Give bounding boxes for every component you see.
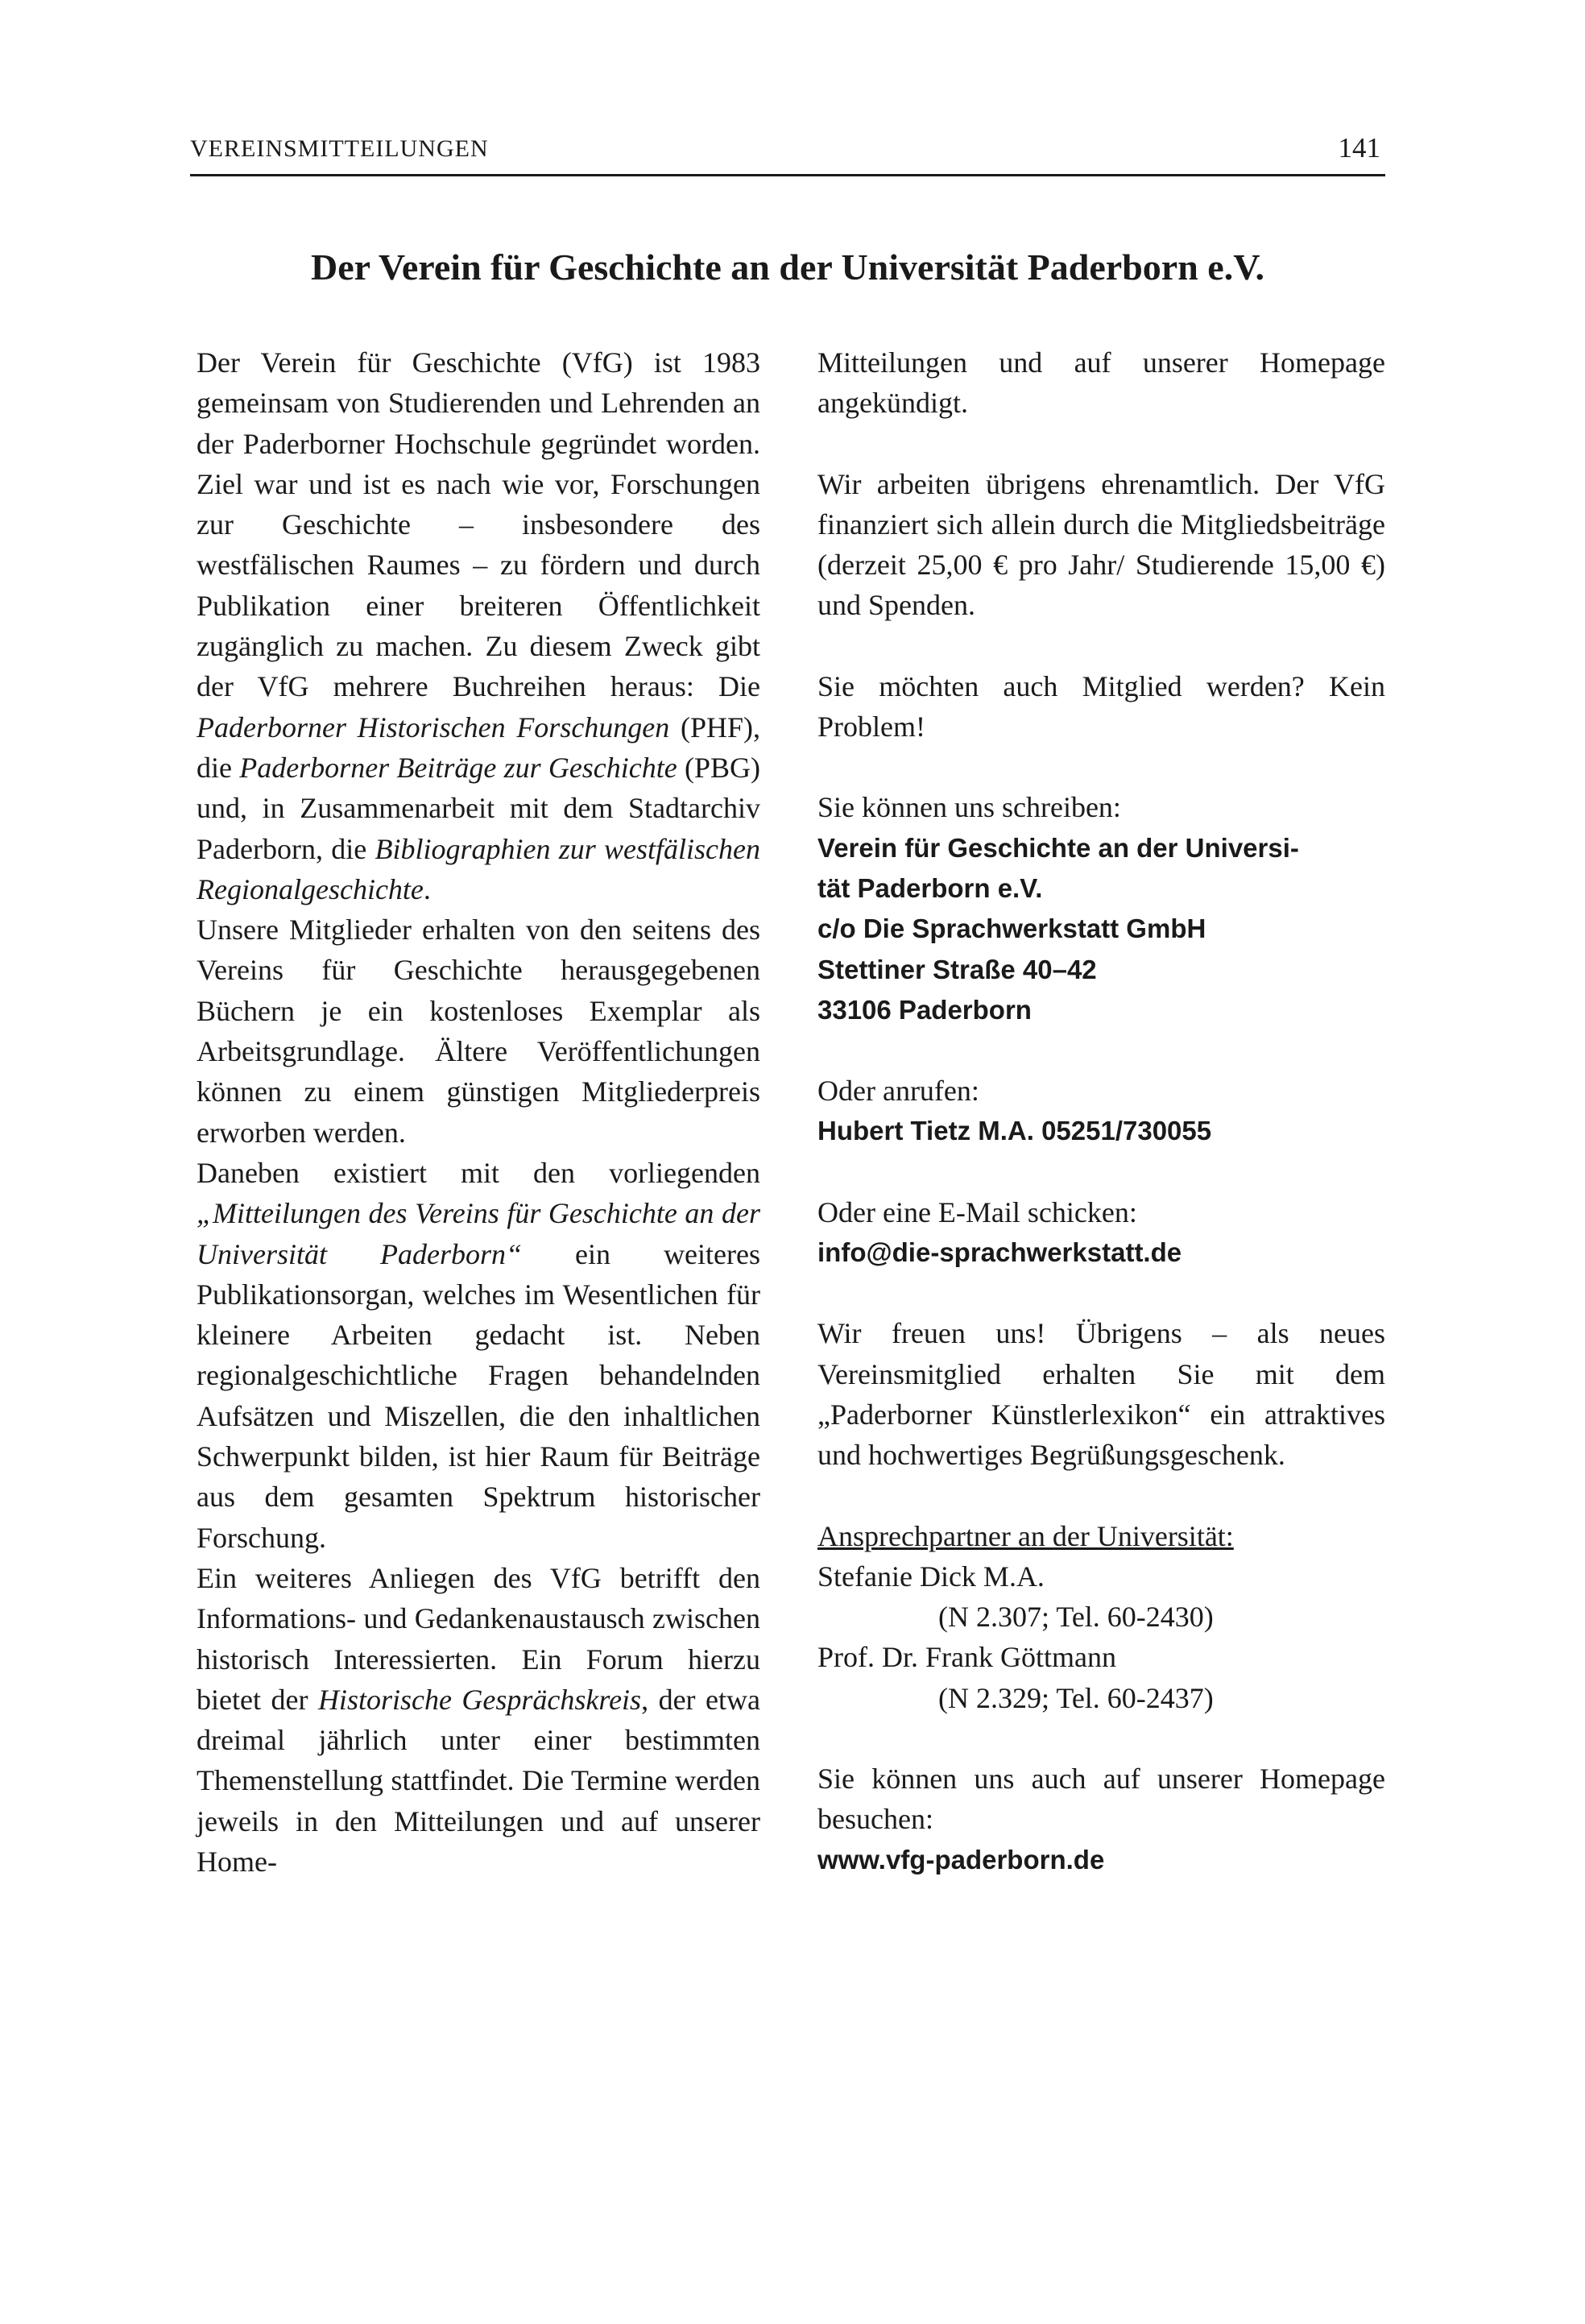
- address-block: [817, 828, 1385, 1030]
- text-run: (PHF), die: [197, 710, 760, 784]
- contact-name: Stefanie Dick M.A.: [817, 1560, 1045, 1593]
- paragraph-welcome: Wir freuen uns! Übrigens – als neues Vereinsmitglied erhalten Sie mit dem „Paderborner Künstlerlexikon“ ein attraktives und hochwertiges Begrüßungsgeschenk.: [817, 1317, 1385, 1472]
- series-title-bibliographien: Bibliographien zur westfälischen Regionalgeschichte: [197, 832, 761, 905]
- page-number: 141: [1338, 132, 1380, 164]
- forum-title: Historische Gesprächskreis: [317, 1683, 642, 1716]
- paragraph-join: Sie möchten auch Mitglied werden? Kein Problem!: [817, 669, 1385, 744]
- address-line: c/o Die Sprachwerkstatt GmbH: [817, 913, 1206, 944]
- left-column: [197, 342, 760, 1882]
- phone-number: Hubert Tietz M.A. 05251/730055: [817, 1116, 1212, 1146]
- contact-detail: (N 2.307; Tel. 60-2430): [938, 1601, 1214, 1634]
- call-intro: Oder anrufen:: [817, 1075, 979, 1108]
- address-line: Stettiner Straße 40–42: [817, 954, 1097, 984]
- text-run: Der Verein für Geschichte (VfG) ist 1983 gemeinsam von Studierenden und Lehrenden an der Paderborner Hochschule gegründet worden. Ziel war und ist es nach wie vor, Forschungen zur Geschichte – insbesondere des westfälischen Raumes – zu fördern und durch Publikation einer breiteren Öffentlichkeit zugänglich zu machen. Zu diesem Zweck gibt der VfG mehrere Buchreihen heraus: Die: [197, 346, 760, 703]
- text-run: .: [423, 872, 431, 905]
- paragraph-intro: [197, 342, 760, 909]
- series-title-pbg: Paderborner Beiträge zur Geschichte: [239, 751, 677, 784]
- email-intro: Oder eine E-Mail schicken:: [817, 1195, 1137, 1228]
- email-address[interactable]: info@die-sprachwerkstatt.de: [817, 1237, 1182, 1268]
- paragraph-members: Unsere Mitglieder erhalten von den seitens des Vereins für Geschichte herausgegebenen Büchern je ein kostenloses Exemplar als Arbeitsgrundlage. Ältere Veröffentlichungen können zu einem günstigen Mitgliederpreis erworben werden.: [197, 913, 760, 1149]
- paragraph-continuation: Mitteilungen und auf unserer Homepage angekündigt.: [817, 346, 1385, 420]
- address-line: Verein für Geschichte an der Universi-: [817, 832, 1299, 863]
- series-title-phf: Paderborner Historischen Forschungen: [197, 710, 670, 744]
- paragraph-web: Sie können uns auch auf unserer Homepage besuchen:: [817, 1763, 1385, 1836]
- running-header: [190, 129, 1385, 176]
- contacts-heading: Ansprechpartner an der Universität:: [817, 1519, 1234, 1552]
- journal-title: „Mitteilungen des Vereins für Geschichte an der Universität Paderborn“: [197, 1197, 760, 1270]
- website-link[interactable]: www.vfg-paderborn.de: [817, 1844, 1105, 1875]
- text-run: ein weiteres Publikationsorgan, welches im Wesentlichen für kleinere Arbeiten gedacht ist. Neben regionalgeschichtliche Fragen behandelnden Aufsätzen und Miszellen, die den inhaltlichen Schwerpunkt bilden, ist hier Raum für Beiträge aus dem gesamten Spektrum historischer Forschung.: [197, 1237, 760, 1554]
- article-title: Der Verein für Geschichte an der Universität Paderborn e.V.: [311, 246, 1264, 288]
- address-line: tät Paderborn e.V.: [817, 872, 1043, 903]
- section-title: VEREINSMITTEILUNGEN: [190, 135, 489, 162]
- text-run: Ein weiteres Anliegen des VfG betrifft den Informations- und Gedankenaustausch zwischen historisch Interessierten. Ein Forum hierzu bietet der: [197, 1561, 760, 1716]
- text-run: , der etwa dreimal jährlich unter einer bestimmten Themenstellung stattfindet. Die Termine werden jeweils in den Mitteilungen und auf unserer Home-: [197, 1683, 760, 1878]
- paragraph-mitteilungen: [197, 1153, 760, 1558]
- contact-name: Prof. Dr. Frank Göttmann: [817, 1641, 1116, 1674]
- paragraph-forum: [197, 1558, 760, 1882]
- paragraph-volunteer: Wir arbeiten übrigens ehrenamtlich. Der VfG finanziert sich allein durch die Mitgliedsbeiträge (derzeit 25,00 € pro Jahr/ Studierende 15,00 €) und Spenden.: [817, 467, 1385, 622]
- text-run: (PBG) und, in Zusammenarbeit mit dem Stadtarchiv Paderborn, die: [197, 751, 760, 865]
- right-column: [817, 342, 1385, 1880]
- address-line: 33106 Paderborn: [817, 994, 1032, 1025]
- write-intro: Sie können uns schreiben:: [817, 791, 1121, 824]
- text-run: Daneben existiert mit den vorliegenden: [197, 1156, 760, 1189]
- contact-detail: (N 2.329; Tel. 60-2437): [938, 1681, 1214, 1714]
